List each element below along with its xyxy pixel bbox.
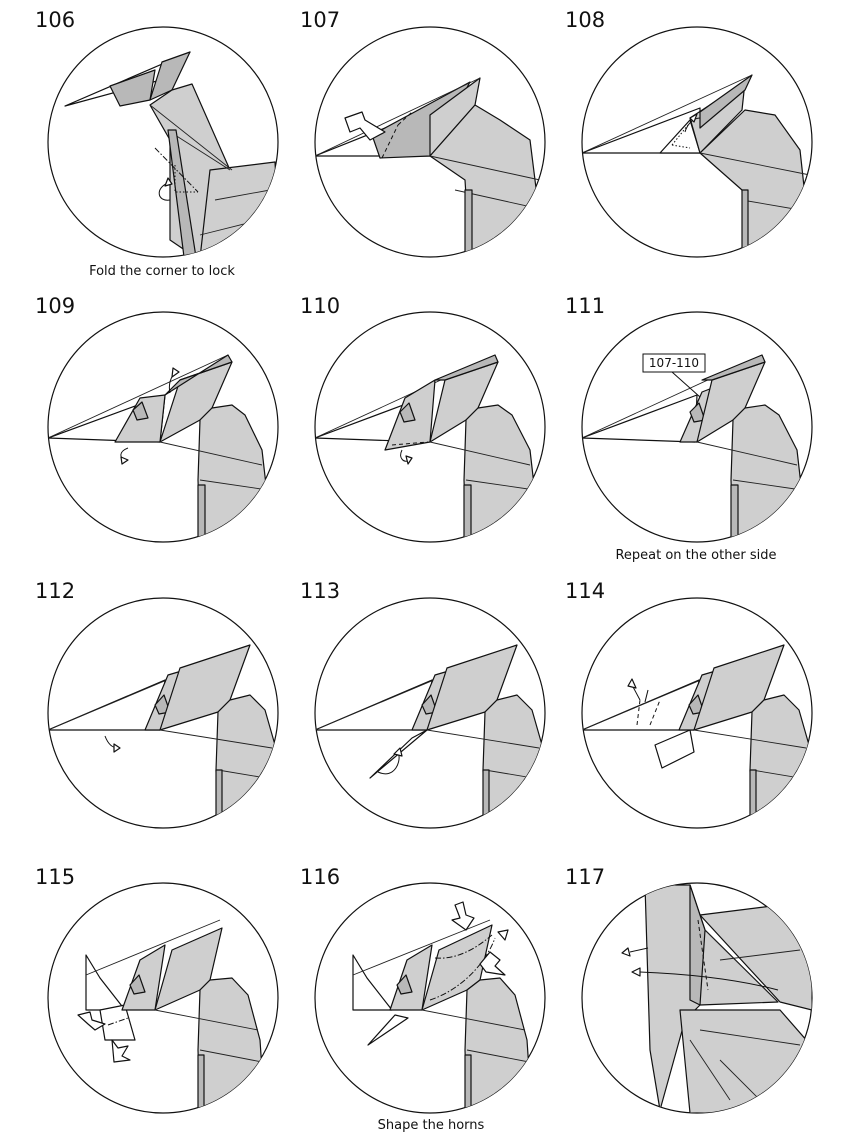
step-114-diagram <box>582 598 814 830</box>
step-116-diagram <box>315 883 545 1115</box>
step-number-106: 106 <box>35 8 76 32</box>
step-110-diagram <box>315 312 545 542</box>
step-number-114: 114 <box>565 579 606 603</box>
step-number-111: 111 <box>565 294 606 318</box>
step-number-115: 115 <box>35 865 76 889</box>
caption-step-106: Fold the corner to lock <box>89 264 235 279</box>
caption-step-116: Shape the horns <box>377 1118 485 1133</box>
step-number-113: 113 <box>300 579 341 603</box>
step-108-diagram <box>582 27 812 260</box>
step-number-117: 117 <box>565 865 606 889</box>
step-115-diagram <box>48 883 278 1115</box>
step-number-109: 109 <box>35 294 76 318</box>
step-113-diagram <box>315 598 547 830</box>
step-number-107: 107 <box>300 8 341 32</box>
caption-step-111: Repeat on the other side <box>615 548 777 563</box>
step-111-diagram <box>582 312 812 542</box>
step-number-108: 108 <box>565 8 606 32</box>
step-117-diagram <box>582 883 815 1113</box>
step-107-diagram <box>315 27 545 260</box>
reference-tag-text: 107-110 <box>648 356 700 370</box>
step-106-diagram <box>48 27 280 258</box>
step-number-116: 116 <box>300 865 341 889</box>
step-112-diagram <box>48 598 280 830</box>
step-number-110: 110 <box>300 294 341 318</box>
step-109-diagram <box>48 312 278 542</box>
step-number-112: 112 <box>35 579 76 603</box>
